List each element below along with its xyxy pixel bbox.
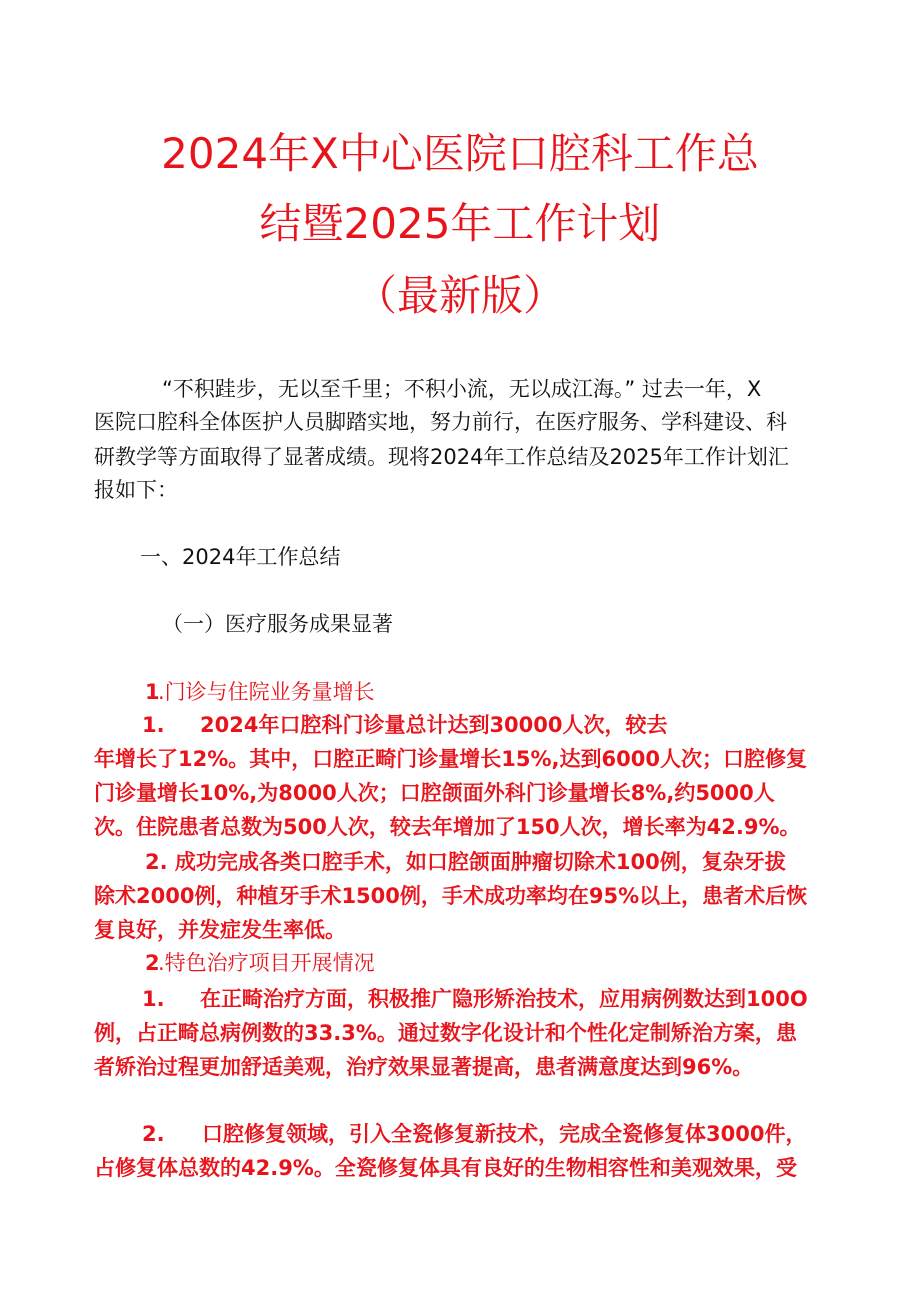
item-1-p2-line-2: 除术2000例，种植牙手术1500例，手术成功率均在95%以上，患者术后恢 bbox=[94, 884, 808, 908]
item-1-p1-line-3: 门诊量增长10%,为8000人次；口腔颌面外科门诊量增长8%,约5000人 bbox=[94, 781, 775, 805]
item-2-heading: .特色治疗项目开展情况 bbox=[158, 951, 375, 975]
item-2-p1-number: 1. bbox=[142, 987, 165, 1011]
item-1-heading: .门诊与住院业务量增长 bbox=[158, 680, 375, 704]
subsection-1-heading: （一）医疗服务成果显著 bbox=[162, 612, 393, 636]
document-title-line-3: （最新版） bbox=[354, 271, 565, 320]
item-1-p1-line-2: 年增长了12%。其中，口腔正畸门诊量增长15%,达到6000人次；口腔修复 bbox=[94, 747, 807, 771]
item-1-p2-line-1: 2. 成功完成各类口腔手术，如口腔颌面肿瘤切除术100例，复杂牙拔 bbox=[145, 850, 786, 874]
item-2-p1-line-2: 例，占正畸总病例数的33.3%。通过数字化设计和个性化定制矫治方案，患 bbox=[94, 1021, 797, 1045]
intro-line-3: 研教学等方面取得了显著成绩。现将2024年工作总结及2025年工作计划汇 bbox=[94, 445, 789, 469]
item-1-p2-line-3: 复良好，并发症发生率低。 bbox=[94, 918, 346, 942]
intro-line-2: 医院口腔科全体医护人员脚踏实地，努力前行，在医疗服务、学科建设、科 bbox=[94, 410, 787, 434]
item-2-p2-line-2: 占修复体总数的42.9%。全瓷修复体具有良好的生物相容性和美观效果，受 bbox=[94, 1156, 797, 1180]
item-2-number: 2 bbox=[145, 951, 160, 975]
item-2-p1-line-3: 者矫治过程更加舒适美观，治疗效果显著提高，患者满意度达到96%。 bbox=[94, 1055, 754, 1079]
item-2-p2-number: 2. bbox=[142, 1122, 165, 1146]
intro-line-4: 报如下： bbox=[94, 478, 178, 502]
document-title-line-1: 2024年X中心医院口腔科工作总 bbox=[161, 129, 759, 178]
item-1-number: 1 bbox=[145, 680, 160, 704]
item-1-p1-line-4: 次。住院患者总数为500人次，较去年增加了150人次，增长率为42.9%。 bbox=[94, 815, 801, 839]
item-2-p2-line-1: 口腔修复领域，引入全瓷修复新技术，完成全瓷修复体3000件， bbox=[202, 1122, 807, 1146]
intro-line-1: “不积跬步，无以至千里；不积小流，无以成江海。” 过去一年，X bbox=[162, 377, 762, 401]
item-1-p1-line-1: 2024年口腔科门诊量总计达到30000人次，较去 bbox=[200, 713, 668, 737]
section-1-heading: 一、2024年工作总结 bbox=[140, 545, 341, 569]
document-title-line-2: 结暨2025年工作计划 bbox=[259, 199, 661, 248]
item-1-p1-number: 1. bbox=[142, 713, 165, 737]
item-2-p1-line-1: 在正畸治疗方面，积极推广隐形矫治技术，应用病例数达到100O bbox=[200, 987, 808, 1011]
